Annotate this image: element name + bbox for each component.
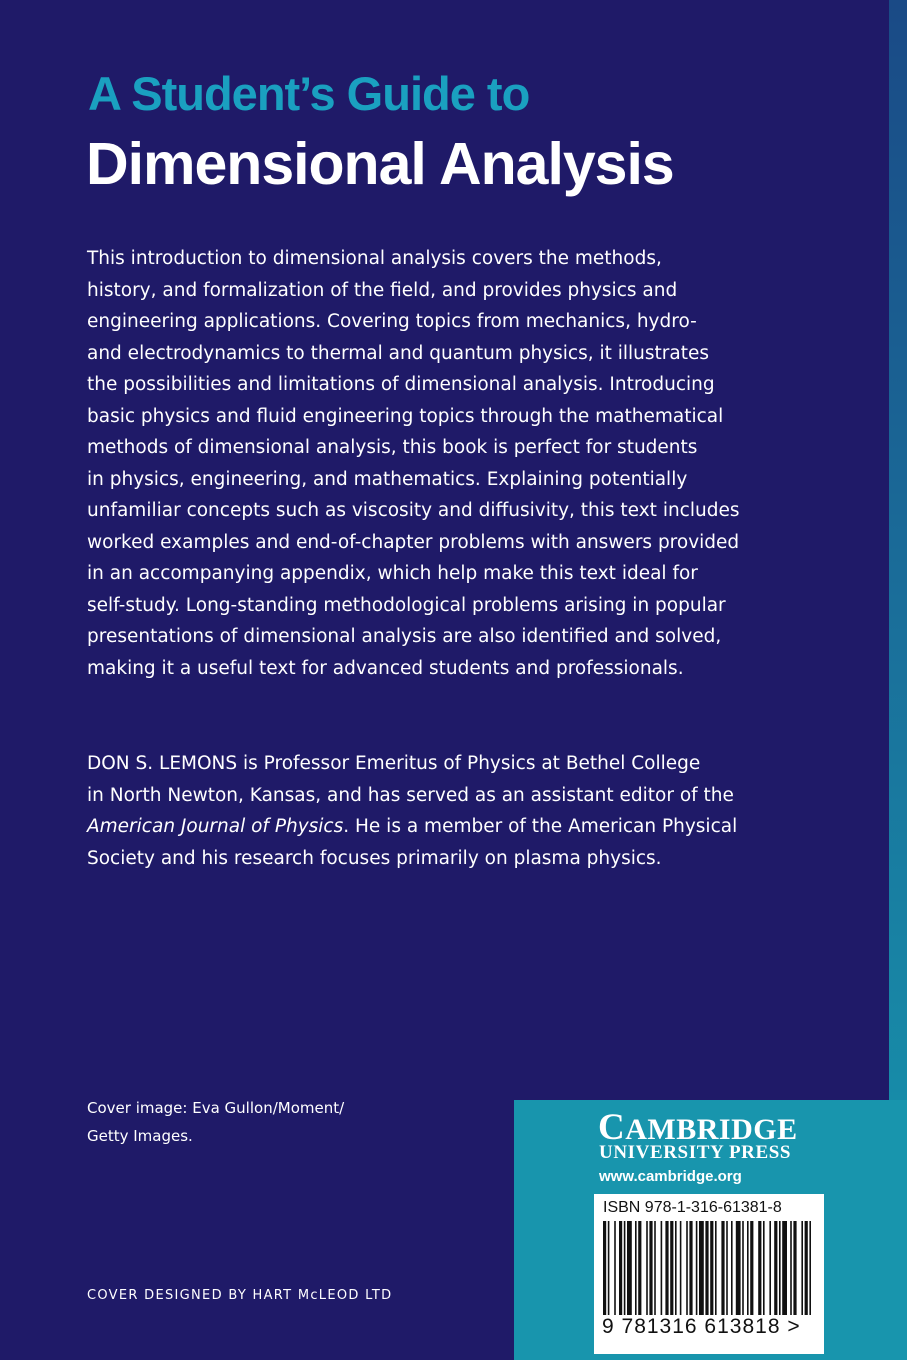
barcode-bar bbox=[790, 1221, 792, 1315]
barcode-bar bbox=[809, 1221, 811, 1315]
barcode-bar bbox=[750, 1221, 753, 1315]
barcode-bar bbox=[793, 1221, 796, 1315]
barcode-bar bbox=[624, 1221, 626, 1315]
author-bio bbox=[87, 748, 777, 874]
barcode-bar bbox=[635, 1221, 637, 1315]
description-line: methods of dimensional analysis, this book is perfect for students bbox=[87, 437, 698, 458]
title-line-1: A Student’s Guide to bbox=[88, 67, 530, 120]
description-line: the possibilities and limitations of dimensional analysis. Introducing bbox=[87, 374, 715, 395]
barcode-bar bbox=[742, 1221, 744, 1315]
cover-designer-credit: COVER DESIGNED BY HART McLEOD LTD bbox=[87, 1288, 393, 1303]
barcode-bar bbox=[665, 1221, 668, 1315]
author-bio-text: . He is a member of the American Physical bbox=[343, 816, 738, 837]
description-line: worked examples and end-of-chapter problems with answers provided bbox=[87, 531, 740, 553]
description-line: making it a useful text for advanced students and professionals. bbox=[87, 657, 684, 679]
description-line: basic physics and fluid engineering topics through the mathematical bbox=[87, 405, 724, 427]
cover-image-credit bbox=[87, 1094, 387, 1150]
journal-name: American Journal of Physics bbox=[87, 816, 344, 837]
publisher-initial: C bbox=[598, 1107, 626, 1148]
barcode-bar bbox=[619, 1221, 622, 1315]
barcode-bar bbox=[627, 1221, 632, 1315]
description-line: self-study. Long-standing methodological problems arising in popular bbox=[87, 594, 726, 616]
description-line: and electrodynamics to thermal and quantum physics, it illustrates bbox=[87, 342, 709, 364]
barcode-bar bbox=[699, 1221, 704, 1315]
barcode-bar bbox=[801, 1221, 803, 1315]
barcode-bar bbox=[670, 1221, 673, 1315]
barcode-bar bbox=[769, 1221, 771, 1315]
barcode-bar bbox=[614, 1221, 616, 1315]
spine-edge-strip bbox=[889, 0, 907, 1100]
barcode-bar bbox=[680, 1221, 682, 1315]
publisher-subtitle: UNIVERSITY PRESS bbox=[599, 1142, 792, 1163]
barcode-bar bbox=[758, 1221, 761, 1315]
description-line: in physics, engineering, and mathematics. Explaining potentially bbox=[87, 468, 688, 490]
author-bio-line: in North Newton, Kansas, and has served as an assistant editor of the bbox=[87, 784, 734, 806]
publisher-url: www.cambridge.org bbox=[599, 1168, 742, 1185]
barcode-bar bbox=[675, 1221, 677, 1315]
publisher-name: AMBRIDGE bbox=[625, 1113, 798, 1146]
barcode-bar bbox=[774, 1221, 777, 1315]
barcode-bar bbox=[696, 1221, 698, 1315]
cover-credit-line: Getty Images. bbox=[87, 1127, 193, 1145]
barcode-bar bbox=[721, 1221, 724, 1315]
author-bio-line: Society and his research focuses primarily on plasma physics. bbox=[87, 847, 662, 869]
description-line: presentations of dimensional analysis are also identified and solved, bbox=[87, 626, 722, 647]
book-title: Dimensional Analysis bbox=[86, 131, 674, 197]
barcode-bar bbox=[689, 1221, 692, 1315]
barcode-bar bbox=[726, 1221, 728, 1315]
isbn-label: ISBN 978-1-316-61381-8 bbox=[603, 1199, 782, 1216]
description-line: engineering applications. Covering topics from mechanics, hydro- bbox=[87, 311, 697, 332]
barcode-bar bbox=[646, 1221, 648, 1315]
barcode-bar bbox=[661, 1221, 663, 1315]
author-bio-line bbox=[87, 811, 777, 843]
barcode-bar bbox=[715, 1221, 717, 1315]
barcode-bar bbox=[779, 1221, 781, 1315]
barcode-bar bbox=[686, 1221, 688, 1315]
description-line: in an accompanying appendix, which help make this text ideal for bbox=[87, 563, 698, 584]
barcode-bar bbox=[731, 1221, 733, 1315]
book-description bbox=[87, 243, 777, 684]
barcode-bar bbox=[763, 1221, 765, 1315]
barcode-bar bbox=[710, 1221, 713, 1315]
barcode-bar bbox=[805, 1221, 808, 1315]
barcode-bar bbox=[654, 1221, 656, 1315]
barcode-bar bbox=[782, 1221, 787, 1315]
barcode-bar bbox=[638, 1221, 641, 1315]
barcode-bar bbox=[736, 1221, 741, 1315]
publisher-block bbox=[514, 1100, 907, 1360]
description-line: This introduction to dimensional analysis covers the methods, bbox=[87, 248, 662, 269]
barcode-bar bbox=[608, 1221, 610, 1315]
cover-credit-line: Cover image: Eva Gullon/Moment/ bbox=[87, 1099, 345, 1117]
barcode-bar bbox=[603, 1221, 606, 1315]
description-line: history, and formalization of the field, and provides physics and bbox=[87, 279, 678, 301]
author-bio-line: DON S. LEMONS is Professor Emeritus of Physics at Bethel College bbox=[87, 753, 701, 774]
barcode-bar bbox=[705, 1221, 708, 1315]
isbn-barcode-box bbox=[594, 1194, 824, 1354]
barcode-bar bbox=[649, 1221, 652, 1315]
description-line: unfamiliar concepts such as viscosity and diffusivity, this text includes bbox=[87, 500, 740, 521]
barcode-bar bbox=[747, 1221, 749, 1315]
barcode-icon bbox=[603, 1221, 815, 1315]
barcode-digits: 9 781316 613818 > bbox=[602, 1315, 801, 1338]
